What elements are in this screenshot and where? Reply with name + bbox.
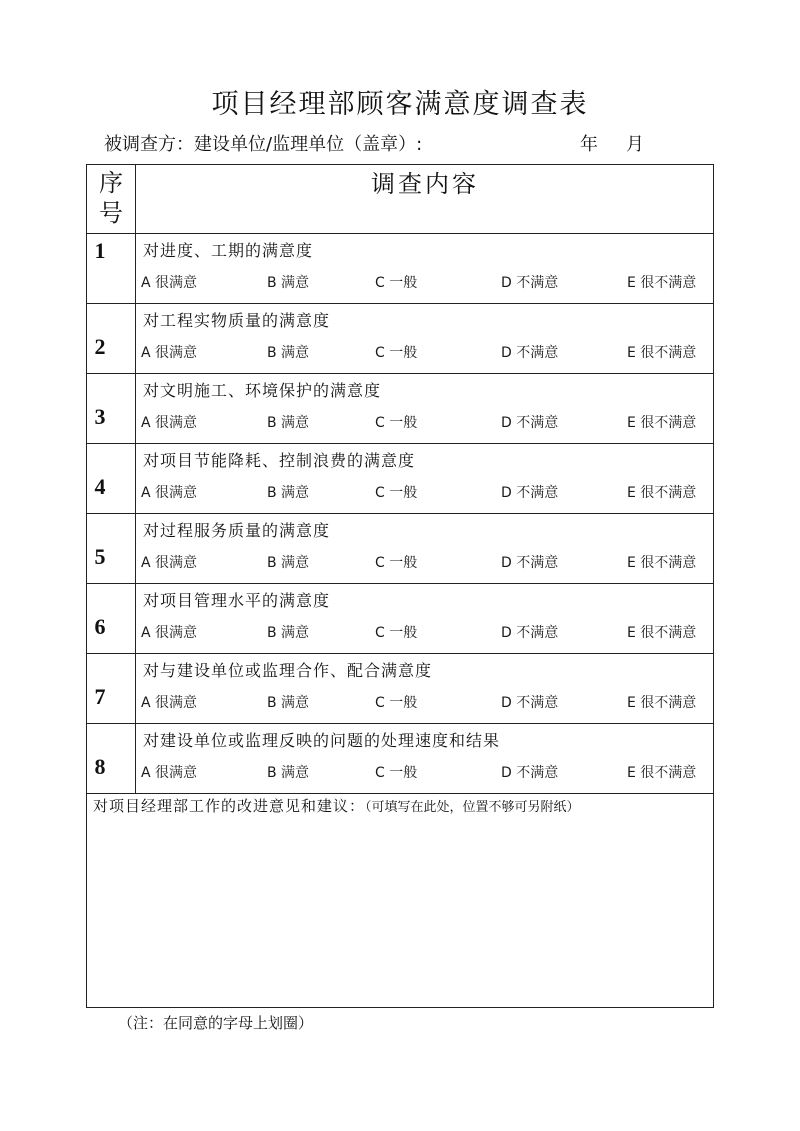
option-a[interactable]: A 很满意 (141, 485, 198, 501)
row-question: 对文明施工、环境保护的满意度 (143, 381, 382, 400)
header-seq-char: 号 (99, 199, 123, 227)
row-number: 4 (94, 474, 106, 499)
survey-row (87, 373, 713, 443)
suggestion-label (93, 794, 580, 820)
option-a[interactable]: A 很满意 (141, 625, 198, 641)
option-c[interactable]: C 一般 (375, 485, 418, 501)
year-label: 年 (580, 134, 598, 155)
option-b[interactable]: B 满意 (267, 415, 310, 431)
row-number: 3 (94, 404, 106, 429)
row-number: 2 (94, 334, 106, 359)
month-label: 月 (626, 134, 644, 155)
option-a[interactable]: A 很满意 (141, 275, 198, 291)
survey-row (87, 583, 713, 653)
option-d[interactable]: D 不满意 (501, 275, 559, 291)
option-e[interactable]: E 很不满意 (627, 345, 697, 361)
option-b[interactable]: B 满意 (267, 485, 310, 501)
option-d[interactable]: D 不满意 (501, 765, 559, 781)
suggestion-hint: （可填写在此处，位置不够可另附纸） (365, 800, 580, 815)
option-b[interactable]: B 满意 (267, 555, 310, 571)
survey-row (87, 723, 713, 793)
survey-table (86, 164, 714, 1008)
option-c[interactable]: C 一般 (375, 275, 418, 291)
survey-row (87, 513, 713, 583)
option-b[interactable]: B 满意 (267, 275, 310, 291)
row-number: 6 (94, 614, 106, 639)
footnote: （注：在同意的字母上划圈） (118, 1014, 314, 1032)
option-d[interactable]: D 不满意 (501, 345, 559, 361)
option-d[interactable]: D 不满意 (501, 485, 559, 501)
option-b[interactable]: B 满意 (267, 625, 310, 641)
option-e[interactable]: E 很不满意 (627, 765, 697, 781)
option-d[interactable]: D 不满意 (501, 555, 559, 571)
option-a[interactable]: A 很满意 (141, 765, 198, 781)
survey-row (87, 443, 713, 513)
respondent-label: 被调查方：建设单位/监理单位（盖章）: (104, 134, 423, 155)
option-a[interactable]: A 很满意 (141, 415, 198, 431)
row-question: 对与建设单位或监理合作、配合满意度 (143, 661, 433, 680)
page-title: 项目经理部顾客满意度调查表 (211, 89, 589, 120)
option-e[interactable]: E 很不满意 (627, 415, 697, 431)
respondent-line (104, 132, 664, 158)
option-e[interactable]: E 很不满意 (627, 625, 697, 641)
header-content: 调查内容 (371, 170, 479, 198)
option-e[interactable]: E 很不满意 (627, 485, 697, 501)
row-question: 对进度、工期的满意度 (143, 241, 314, 260)
option-e[interactable]: E 很不满意 (627, 555, 697, 571)
row-question: 对项目节能降耗、控制浪费的满意度 (143, 451, 416, 470)
option-c[interactable]: C 一般 (375, 345, 418, 361)
row-number: 8 (94, 754, 106, 779)
row-question: 对建设单位或监理反映的问题的处理速度和结果 (143, 731, 501, 750)
option-a[interactable]: A 很满意 (141, 345, 198, 361)
row-number: 1 (94, 238, 106, 263)
survey-row (87, 303, 713, 373)
option-c[interactable]: C 一般 (375, 555, 418, 571)
option-c[interactable]: C 一般 (375, 695, 418, 711)
survey-row (87, 653, 713, 723)
option-c[interactable]: C 一般 (375, 765, 418, 781)
row-question: 对项目管理水平的满意度 (143, 591, 331, 610)
option-b[interactable]: B 满意 (267, 345, 310, 361)
row-number: 7 (94, 684, 106, 709)
option-a[interactable]: A 很满意 (141, 695, 198, 711)
option-c[interactable]: C 一般 (375, 625, 418, 641)
option-e[interactable]: E 很不满意 (627, 695, 697, 711)
option-d[interactable]: D 不满意 (501, 695, 559, 711)
option-d[interactable]: D 不满意 (501, 415, 559, 431)
option-d[interactable]: D 不满意 (501, 625, 559, 641)
row-number: 5 (94, 544, 106, 569)
survey-row (87, 233, 713, 303)
suggestion-title: 对项目经理部工作的改进意见和建议： (93, 797, 366, 815)
option-e[interactable]: E 很不满意 (627, 275, 697, 291)
header-seq-char: 序 (99, 169, 123, 197)
option-b[interactable]: B 满意 (267, 695, 310, 711)
header-seq (87, 165, 135, 228)
option-c[interactable]: C 一般 (375, 415, 418, 431)
row-question: 对工程实物质量的满意度 (143, 311, 331, 330)
row-question: 对过程服务质量的满意度 (143, 521, 331, 540)
option-b[interactable]: B 满意 (267, 765, 310, 781)
option-a[interactable]: A 很满意 (141, 555, 198, 571)
